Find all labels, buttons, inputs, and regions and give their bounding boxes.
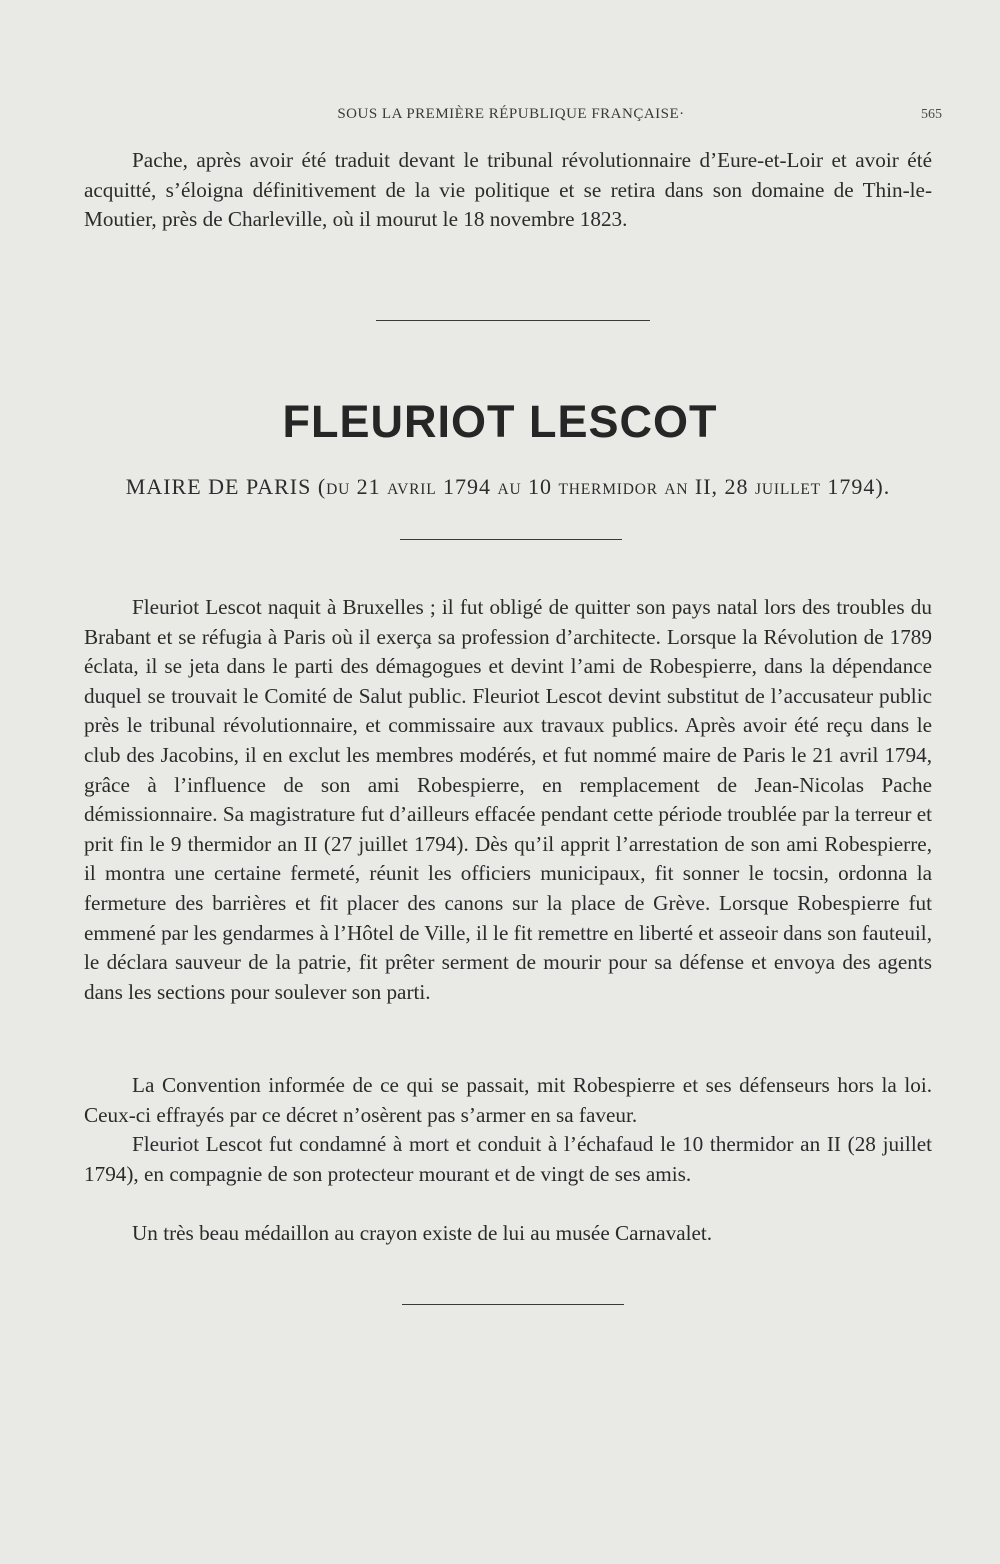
body-paragraph: La Convention informée de ce qui se passait, mit Robespierre et ses défenseurs hors la loi. Ceux-ci effrayés par ce décret n’osèrent pas s’armer en sa faveur. (84, 1073, 932, 1127)
subtitle-part: 21 (350, 474, 388, 499)
article-subtitle (0, 474, 1000, 500)
subtitle-smallcaps: JUILLET (755, 481, 821, 498)
subtitle-smallcaps: AU (497, 481, 522, 498)
intro-paragraph: Pache, après avoir été traduit devant le tribunal révolutionnaire d’Eure-et-Loir et avoir été acquitté, s’éloigna définitivement de la vie politique et se retira dans son domaine de Thin-le-Moutier, près de Charleville, où il mourut le 18 novembre 1823. (84, 148, 932, 232)
subtitle-part: 1794). (820, 474, 891, 499)
subtitle-part: II, 28 (688, 474, 756, 499)
subtitle-part: 1794 (436, 474, 498, 499)
subtitle-smallcaps: DU (326, 481, 351, 498)
subtitle-part: MAIRE DE PARIS ( (125, 474, 327, 499)
running-title: SOUS LA PREMIÈRE RÉPUBLIQUE FRANÇAISE· (337, 106, 685, 122)
subtitle-smallcaps: AVRIL (387, 481, 437, 498)
body-paragraph: Fleuriot Lescot naquit à Bruxelles ; il fut obligé de quitter son pays natal lors des troubles du Brabant et se réfugia à Paris où il exerça sa profession d’architecte. Lorsque la Révolution de 1789 éclata, il se jeta dans le parti des démagogues et devint l’ami de Robespierre, dans la dépendance duquel se trouvait le Comité de Salut public. Fleuriot Lescot devint substitut de l’accusateur public près le tribunal révolutionnaire, et commissaire aux travaux publics. Après avoir été reçu dans le club des Jacobins, il en exclut les membres modérés, et fut nommé maire de Paris le 21 avril 1794, grâce à l’influence de son ami Robespierre, en remplacement de Jean-Nicolas Pache démissionnaire. Sa magistrature fut d’ailleurs effacée pendant cette période troublée par la terreur et prit fin le 9 thermidor an II (27 juillet 1794). Dès qu’il apprit l’arrestation de son ami Robespierre, il montra une certaine fermeté, réunit les officiers municipaux, fit sonner le tocsin, ordonna la fermeture des barrières et fit placer des canons sur la place de Grève. Lorsque Robespierre fut emmené par les gendarmes à l’Hôtel de Ville, il le fit remettre en liberté et asseoir dans son fauteuil, le déclara sauveur de la patrie, fit prêter serment de mourir pour sa défense et envoya des agents dans les sections pour soulever son parti. (84, 595, 932, 1004)
subtitle-smallcaps: THERMIDOR (558, 481, 658, 498)
body-paragraph: Un très beau médaillon au crayon existe de lui au musée Carnavalet. (132, 1221, 713, 1245)
subtitle-smallcaps: AN (664, 481, 689, 498)
article-title: FLEURIOT LESCOT (282, 396, 718, 447)
running-header (80, 106, 942, 128)
subtitle-part: 10 (521, 474, 559, 499)
end-divider (402, 1304, 624, 1305)
title-divider (400, 539, 622, 540)
body-paragraph: Fleuriot Lescot fut condamné à mort et conduit à l’échafaud le 10 thermidor an II (28 juillet 1794), en compagnie de son protecteur mourant et de vingt de ses amis. (84, 1132, 932, 1186)
page-number: 565 (921, 107, 942, 122)
section-divider (376, 320, 650, 321)
